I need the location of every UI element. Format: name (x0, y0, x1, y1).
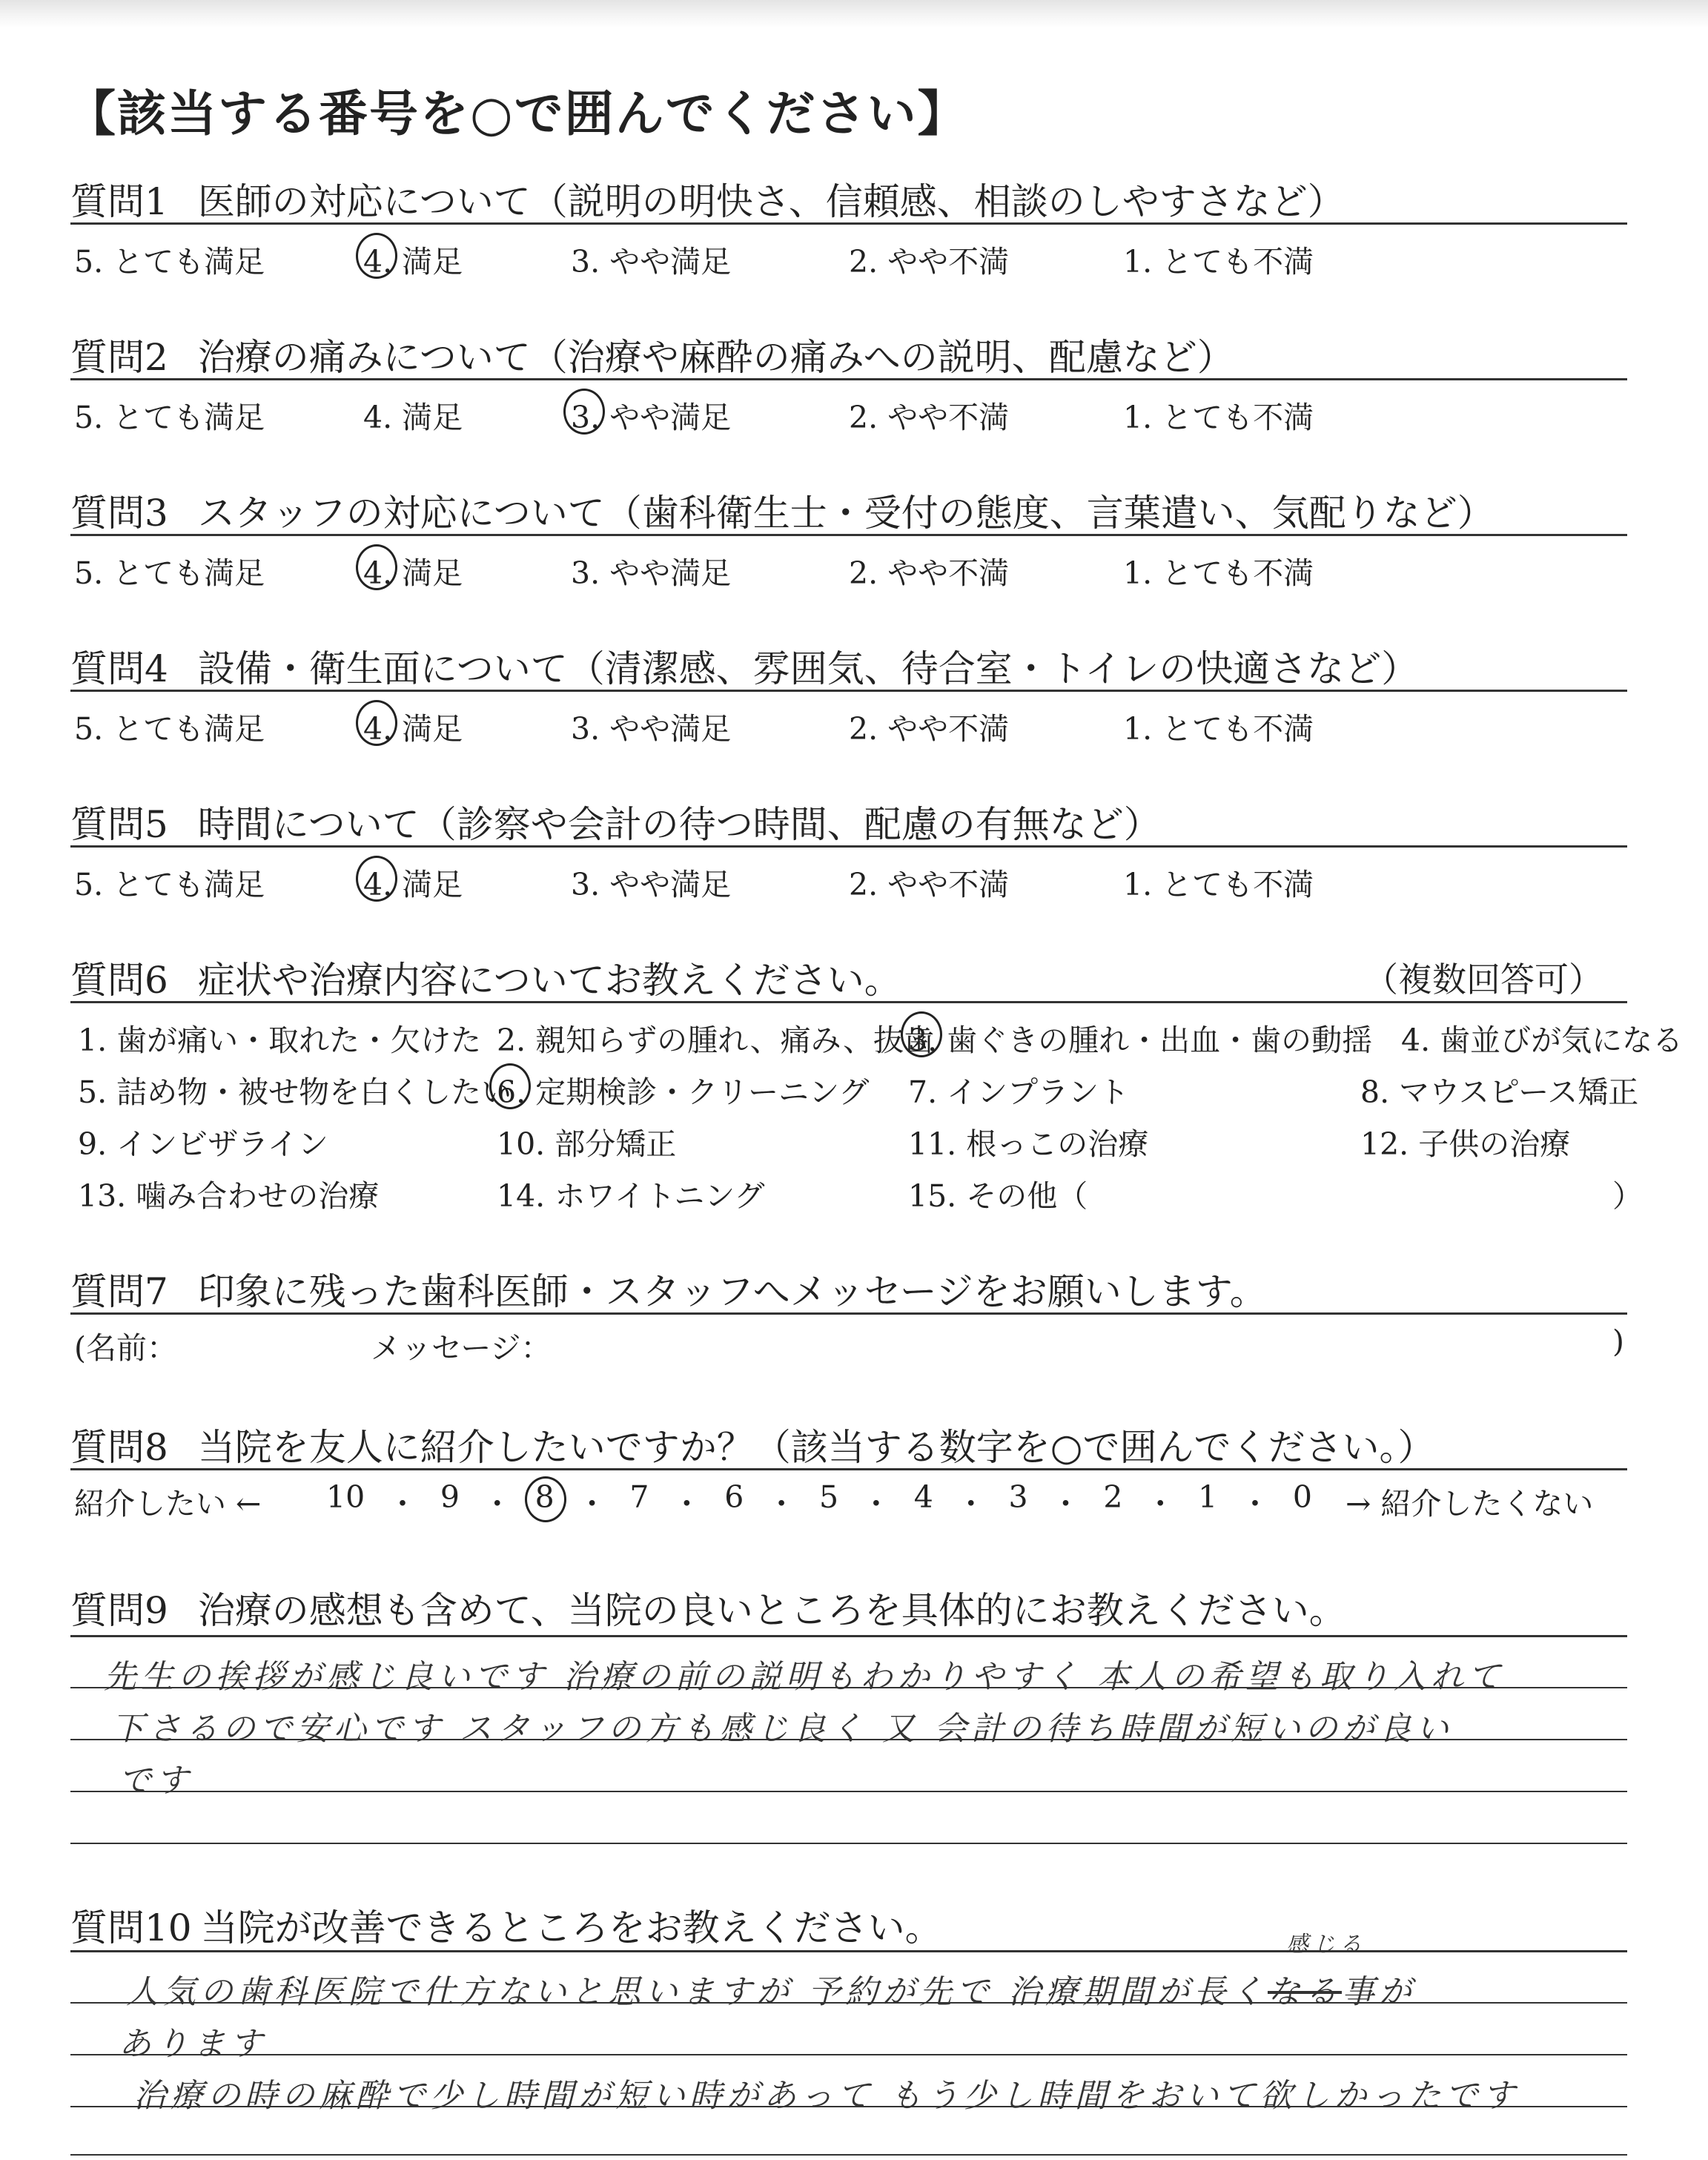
question-3-text: スタッフの対応について（歯科衛生士・受付の態度、言葉遣い、気配りなど） (197, 492, 1494, 535)
q6-other-close-paren: ） (1612, 1178, 1643, 1214)
q6-option-12[interactable]: 12. 子供の治療 (1360, 1126, 1571, 1162)
q6-option-9[interactable]: 9. インビザライン (78, 1126, 328, 1162)
question-8-title (70, 1418, 1434, 1471)
answer-line (70, 2154, 1627, 2156)
q6-option-4[interactable]: 4. 歯並びが気になる (1401, 1023, 1684, 1058)
q10-answer-line-2: あります (119, 2025, 267, 2063)
question-3-rule (70, 534, 1627, 536)
question-10-text: 当院が改善できるところをお教えください。 (200, 1906, 942, 1949)
q9-answer-line-3: です (119, 1762, 193, 1800)
scale-9[interactable]: 9 (440, 1479, 460, 1515)
q4-option-2[interactable]: 2. やや不満 (849, 711, 1010, 747)
answer-line (70, 1687, 1627, 1688)
question-1-text: 医師の対応について（説明の明快さ、信頼感、相談のしやすさなど） (197, 180, 1345, 223)
scale-10[interactable]: 10 (326, 1479, 365, 1515)
answer-line (70, 1791, 1627, 1792)
multiple-answers-note: （複数回答可） (1364, 960, 1603, 1000)
question-6-text: 症状や治療内容についてお教えください。 (197, 959, 901, 1002)
answer-line (70, 1843, 1627, 1844)
question-4-title (70, 639, 1418, 693)
scan-top-edge (0, 0, 1708, 28)
selection-circle (356, 856, 397, 902)
q2-option-5[interactable]: 5. とても満足 (74, 400, 265, 435)
q6-option-8[interactable]: 8. マウスピース矯正 (1360, 1074, 1639, 1110)
q6-option-3[interactable]: 3. 歯ぐきの腫れ・出血・歯の動揺 (908, 1016, 1372, 1060)
scale-6[interactable]: 6 (724, 1479, 744, 1515)
selection-circle (563, 389, 605, 435)
question-10-title (70, 1898, 942, 1952)
selection-circle (356, 233, 397, 279)
q2-option-2[interactable]: 2. やや不満 (849, 400, 1010, 435)
question-1-title (70, 172, 1345, 225)
selection-circle (356, 544, 397, 590)
question-4-label: 質問4 (70, 647, 168, 690)
q1-option-4[interactable]: 4. 満足 (363, 237, 463, 281)
q9-answer-line-2: 下さるので安心です スタッフの方も感じ良く 又 会計の待ち時間が短いのが良い (111, 1710, 1453, 1748)
scale-7[interactable]: 7 (629, 1479, 649, 1515)
q5-option-3[interactable]: 3. やや満足 (571, 867, 732, 902)
q4-option-3[interactable]: 3. やや満足 (571, 711, 732, 747)
q2-option-1[interactable]: 1. とても不満 (1123, 400, 1314, 435)
selection-circle (525, 1476, 566, 1522)
question-7-title (70, 1262, 1267, 1315)
selection-circle (356, 700, 397, 746)
question-7-rule (70, 1312, 1627, 1315)
q3-option-4[interactable]: 4. 満足 (363, 549, 463, 592)
message-field-label: メッセージ： (371, 1330, 552, 1366)
answer-line (70, 2002, 1627, 2004)
q4-option-1[interactable]: 1. とても不満 (1123, 711, 1314, 747)
answer-line (70, 2106, 1627, 2107)
q1-option-3[interactable]: 3. やや満足 (571, 244, 732, 280)
question-6-label: 質問6 (70, 959, 168, 1002)
question-6-rule (70, 1001, 1627, 1003)
q1-option-2[interactable]: 2. やや不満 (849, 244, 1010, 280)
question-6-title (70, 951, 901, 1004)
q4-option-5[interactable]: 5. とても満足 (74, 711, 265, 747)
q4-option-4[interactable]: 4. 満足 (363, 704, 463, 748)
q9-answer-line-1: 先生の挨拶が感じ良いです 治療の前の説明もわかりやすく 本人の希望も取り入れて (104, 1658, 1505, 1696)
q6-option-2[interactable]: 2. 親知らずの腫れ、痛み、抜歯 (497, 1023, 935, 1058)
q5-option-2[interactable]: 2. やや不満 (849, 867, 1010, 902)
q1-option-5[interactable]: 5. とても満足 (74, 244, 265, 280)
name-field-label: (名前： (74, 1330, 177, 1366)
question-9-rule (70, 1635, 1627, 1637)
answer-line (70, 1739, 1627, 1740)
q6-option-6[interactable]: 6. 定期検診・クリーニング (497, 1068, 869, 1112)
answer-line (70, 2054, 1627, 2055)
question-4-rule (70, 690, 1627, 692)
question-2-rule (70, 378, 1627, 380)
q3-option-1[interactable]: 1. とても不満 (1123, 555, 1314, 591)
question-1-label: 質問1 (70, 180, 168, 223)
question-7-text: 印象に残った歯科医師・スタッフへメッセージをお願いします。 (197, 1270, 1267, 1313)
question-5-title (70, 795, 1161, 848)
q10-correction: 感じる (1286, 1932, 1366, 1958)
question-1-rule (70, 222, 1627, 225)
selection-circle (901, 1011, 942, 1057)
scale-8[interactable]: 8 (535, 1479, 555, 1523)
question-7-label: 質問7 (70, 1270, 168, 1313)
q3-option-2[interactable]: 2. やや不満 (849, 555, 1010, 591)
struck-text: なる (1267, 1973, 1342, 2011)
q6-option-15[interactable]: 15. その他（ (908, 1178, 1088, 1214)
q6-option-11[interactable]: 11. 根っこの治療 (908, 1126, 1149, 1162)
question-8-label: 質問8 (70, 1426, 168, 1469)
message-close-paren: ) (1612, 1324, 1624, 1359)
question-4-text: 設備・衛生面について（清潔感、雰囲気、待合室・トイレの快適さなど） (197, 647, 1419, 690)
question-9-label: 質問9 (70, 1589, 168, 1632)
scale-0[interactable]: 0 (1292, 1479, 1312, 1515)
scale-4[interactable]: 4 (913, 1479, 933, 1515)
q6-option-1[interactable]: 1. 歯が痛い・取れた・欠けた (78, 1023, 482, 1058)
question-9-title (70, 1581, 1346, 1634)
recommend-right-label: → 紹介したくない (1345, 1486, 1594, 1522)
q3-option-3[interactable]: 3. やや満足 (571, 555, 732, 591)
q10-answer-line-1: 人気の歯科医院で仕方ないと思いますが 予約が先で 治療期間が長くなる事が (126, 1973, 1416, 2011)
q3-option-5[interactable]: 5. とても満足 (74, 555, 265, 591)
q6-option-14[interactable]: 14. ホワイトニング (497, 1178, 765, 1214)
page-title: 【該当する番号を○で囲んでください】 (67, 85, 968, 142)
scale-2[interactable]: 2 (1103, 1479, 1123, 1515)
question-2-text: 治療の痛みについて（治療や麻酔の痛みへの説明、配慮など） (197, 336, 1234, 379)
q2-option-3[interactable]: 3. やや満足 (571, 393, 731, 437)
selection-circle (489, 1063, 531, 1109)
q6-option-10[interactable]: 10. 部分矯正 (497, 1126, 677, 1162)
question-5-rule (70, 845, 1627, 848)
q1-option-1[interactable]: 1. とても不満 (1123, 244, 1314, 280)
question-5-text: 時間について（診察や会計の待つ時間、配慮の有無など） (197, 803, 1161, 846)
scale-5[interactable]: 5 (818, 1479, 839, 1515)
q6-option-7[interactable]: 7. インプラント (908, 1074, 1130, 1110)
recommend-left-label: 紹介したい ← (74, 1486, 262, 1522)
question-3-label: 質問3 (70, 492, 168, 535)
question-8-text: 当院を友人に紹介したいですか？（該当する数字を○で囲んでください。） (197, 1426, 1435, 1469)
q6-option-13[interactable]: 13. 噛み合わせの治療 (78, 1178, 380, 1214)
question-10-label: 質問10 (70, 1906, 192, 1949)
scale-1[interactable]: 1 (1198, 1479, 1218, 1515)
question-10-rule (70, 1950, 1627, 1952)
question-8-rule (70, 1468, 1627, 1470)
q5-option-4[interactable]: 4. 満足 (363, 860, 463, 904)
question-3-title (70, 483, 1494, 537)
question-2-title (70, 328, 1234, 381)
q2-option-4[interactable]: 4. 満足 (363, 400, 463, 435)
q6-option-5[interactable]: 5. 詰め物・被せ物を白くしたい (78, 1074, 512, 1110)
q5-option-1[interactable]: 1. とても不満 (1123, 867, 1314, 902)
q10-answer-line-3: 治療の時の麻酔で少し時間が短い時があって もう少し時間をおいて欲しかったです (133, 2077, 1520, 2115)
question-2-label: 質問2 (70, 336, 168, 379)
question-9-text: 治療の感想も含めて、当院の良いところを具体的にお教えください。 (197, 1589, 1346, 1632)
question-5-label: 質問5 (70, 803, 168, 846)
scale-3[interactable]: 3 (1008, 1479, 1028, 1515)
recommend-scale: 10 ・ 9 ・ 8 ・ 7 ・ 6 ・ 5 ・ 4 ・ 3 ・ 2 ・ 1 ・ 0 (326, 1479, 1312, 1523)
q5-option-5[interactable]: 5. とても満足 (74, 867, 265, 902)
